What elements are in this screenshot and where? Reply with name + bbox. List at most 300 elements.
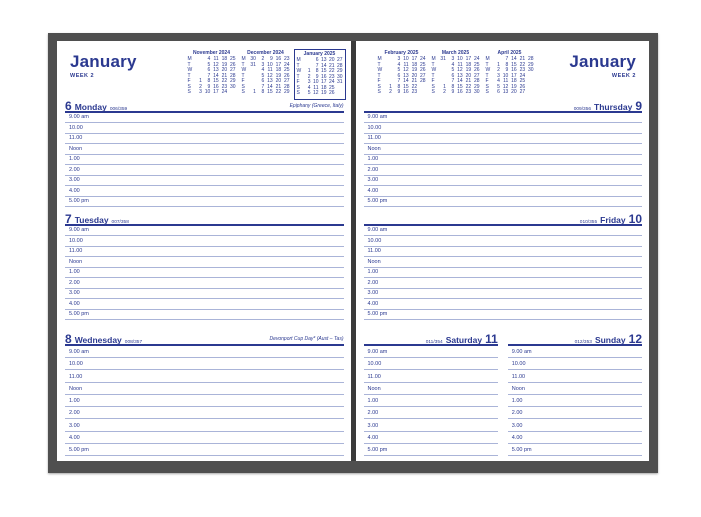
holiday-note: Devonport Cup Day* (Aust – Tas) [269,335,344,342]
day-letter: S [431,89,435,95]
mini-calendar-title: December 2024 [247,50,284,56]
time-slot-label: 10.00 [367,124,382,131]
time-slot-row [364,123,643,133]
day-letter: F [241,78,245,84]
calendar-date-cell: 20 [275,78,282,84]
mini-calendar-march [430,49,482,98]
day-number: 10 [628,212,642,226]
time-slot-row [65,395,344,407]
time-slot-row [364,444,498,456]
calendar-date-cell: 4 [451,61,455,68]
calendar-date-cell: 12 [502,83,509,90]
time-slot-row [364,165,643,175]
time-slot-label: 2.00 [367,410,379,417]
calendar-date-cell: 23 [519,67,526,73]
time-slot-row [364,236,643,246]
calendar-date-cell: 5 [497,83,500,90]
calendar-date-cell: 21 [465,78,472,84]
calendar-date-cell: 9 [397,89,401,95]
day-section-sunday [508,333,642,456]
day-number: 8 [65,332,72,346]
calendar-date-cell: 27 [519,89,526,95]
time-slot-label: 4.00 [367,300,379,307]
calendar-date-cell: 2 [199,83,202,90]
day-letter: S [485,89,489,95]
time-slot-label: 2.00 [367,279,379,286]
time-slot-label: 9.00 am [367,349,388,356]
time-slot-row [65,186,344,196]
day-letter: T [296,62,300,69]
calendar-date-cell: 8 [397,83,401,90]
calendar-date-cell: 29 [473,83,480,90]
calendar-date-cell: 12 [403,67,409,73]
calendar-date-cell: 10 [204,89,211,95]
time-slot-label: Noon [367,385,381,392]
time-slot-label: 1.00 [69,269,80,276]
day-letter: T [485,61,489,68]
time-slot-label: 1.00 [69,398,80,405]
calendar-date-cell: 24 [328,79,335,85]
time-slot-row [508,419,642,431]
time-grid-thursday [364,113,643,207]
calendar-week-row [486,90,534,96]
time-slot-row [364,299,643,309]
calendar-date-cell: 2 [497,67,500,73]
calendar-date-cell: 18 [465,61,472,68]
calendar-date-cell: 30 [250,56,256,62]
calendar-date-cell: 9 [451,89,455,95]
time-slot-row [65,197,344,207]
calendar-date-cell: 11 [313,84,319,91]
calendar-date-cell [525,90,533,96]
time-slot-label: Noon [69,258,83,265]
calendar-date-cell: 20 [465,72,472,79]
time-slot-row [65,278,344,288]
calendar-week-row [378,90,426,96]
calendar-date-cell: 13 [267,78,273,84]
time-slot-label: Noon [511,385,525,392]
time-slot-label: 1.00 [367,269,379,276]
time-slot-label: 2.00 [69,410,80,417]
time-slot-row [364,176,643,186]
day-letter: S [241,89,245,95]
time-slot-row [364,407,498,419]
time-slot-row [65,310,344,320]
calendar-date-cell: 16 [403,89,409,95]
calendar-date-cell: 17 [465,56,472,62]
calendar-date-cell: 21 [275,83,282,90]
calendar-date-cell: 26 [328,90,335,96]
calendar-date-cell: 28 [229,72,236,79]
time-slot-row [65,346,344,358]
calendar-date-cell: 24 [221,89,228,95]
calendar-date-cell: 24 [419,56,426,62]
calendar-date-cell: 14 [511,56,517,62]
day-letter: S [377,89,381,95]
time-slot-row [65,358,344,370]
calendar-date-cell: 23 [283,56,290,62]
calendar-date-cell: 26 [283,72,290,79]
calendar-date-cell: 28 [336,62,343,69]
weekend-row [364,333,643,456]
calendar-date-cell [417,90,425,96]
time-slot-label: 5.00 pm [511,446,532,453]
day-section-monday [65,100,344,207]
time-slot-label: Noon [367,145,381,152]
calendar-date-cell: 22 [411,83,418,90]
calendar-date-cell: 9 [269,56,273,62]
time-slot-row [364,395,498,407]
time-slot-label: 4.00 [367,434,379,441]
day-name: Wednesday [74,335,122,345]
time-slot-row [364,310,643,320]
time-slot-label: 11.00 [367,248,381,255]
mini-calendar-title: January 2025 [303,51,336,57]
time-slot-label: 9.00 am [69,114,89,121]
time-slot-row [65,247,344,257]
calendar-date-cell: 20 [411,72,418,79]
calendar-date-cell: 22 [328,68,335,74]
time-slot-row [65,383,344,395]
calendar-date-cell: 29 [283,89,290,95]
calendar-date-cell: 11 [267,67,273,73]
time-slot-label: 4.00 [69,300,80,307]
calendar-date-cell: 25 [473,61,480,68]
calendar-date-cell: 18 [511,78,517,84]
day-header-sunday [508,333,642,346]
calendar-date-cell: 16 [320,73,327,80]
time-slot-row [65,176,344,186]
day-letter: T [431,72,435,79]
calendar-date-cell: 8 [505,61,509,68]
time-slot-row [65,444,344,456]
time-slot-row [65,226,344,236]
day-of-year-counter: 008/357 [124,340,143,345]
day-section-wednesday [65,333,344,456]
calendar-date-cell: 11 [213,56,219,62]
time-grid-saturday [364,346,498,456]
calendar-date-cell: 19 [275,72,282,79]
calendar-date-cell: 3 [397,56,401,62]
time-slot-row [65,268,344,278]
calendar-date-cell: 1 [443,83,446,90]
time-slot-label: 11.00 [69,248,83,255]
day-header-monday [65,100,344,113]
calendar-date-cell: 27 [229,67,236,73]
calendar-date-cell: 16 [511,67,517,73]
calendar-date-cell: 17 [275,61,282,68]
calendar-date-cell: 15 [213,78,219,84]
time-slot-row [508,346,642,358]
calendar-date-cell: 24 [473,56,480,62]
calendar-date-cell: 18 [411,61,418,68]
time-slot-label: 11.00 [69,373,83,380]
day-letter: W [187,67,193,73]
time-slot-row [65,370,344,382]
calendar-date-cell: 16 [275,56,282,62]
time-slot-label: 1.00 [367,156,379,163]
day-letter: T [241,72,245,79]
calendar-date-cell: 1 [199,78,202,84]
calendar-date-cell: 8 [451,83,455,90]
time-grid-monday [65,113,344,207]
diary-cover-frame [48,33,658,473]
calendar-date-cell: 29 [527,61,534,68]
calendar-date-cell: 10 [502,72,509,79]
calendar-date-cell: 17 [213,89,219,95]
calendar-date-cell: 14 [320,62,327,69]
day-number: 9 [635,99,642,113]
mini-calendar-january [294,49,346,100]
calendar-date-cell: 25 [328,84,335,91]
left-page-header [70,53,137,79]
day-letter: W [241,67,247,73]
calendar-date-cell: 25 [283,67,290,73]
calendar-date-cell: 30 [229,83,236,90]
calendar-date-cell: 11 [503,78,509,84]
day-letter: M [187,56,192,62]
calendar-date-cell: 5 [451,67,455,73]
calendar-date-cell: 23 [328,73,335,80]
calendar-date-cell: 28 [283,83,290,90]
day-name: Saturday [445,335,483,345]
time-slot-label: 11.00 [69,135,83,142]
time-slot-label: 2.00 [69,279,80,286]
calendar-date-cell: 14 [213,72,219,79]
calendar-date-cell: 25 [229,56,236,62]
calendar-date-cell: 1 [307,68,311,74]
day-header-saturday [364,333,498,346]
calendar-date-cell: 28 [473,78,480,84]
calendar-date-cell: 3 [451,56,455,62]
calendar-date-cell: 18 [275,67,282,73]
time-slot-label: 5.00 pm [69,197,89,204]
calendar-date-cell: 31 [336,79,343,85]
day-section-saturday [364,333,498,456]
time-slot-label: Noon [69,145,83,152]
time-slot-label: 1.00 [367,398,379,405]
day-letter: S [485,83,489,90]
calendar-date-cell: 24 [283,61,290,68]
time-slot-row [65,165,344,175]
calendar-week-row [242,90,290,96]
time-slot-row [65,299,344,309]
day-name: Tuesday [74,215,109,225]
time-slot-label: 4.00 [69,187,80,194]
time-slot-label: 3.00 [367,422,379,429]
calendar-date-cell: 13 [502,89,509,95]
day-letter: F [485,78,489,84]
calendar-date-cell: 16 [213,83,219,90]
calendar-week-row [432,90,480,96]
day-header-tuesday [65,213,344,226]
day-letter: S [431,83,435,90]
time-slot-label: 5.00 pm [367,310,388,317]
calendar-date-cell: 6 [315,57,319,63]
day-letter: F [296,79,300,85]
calendar-date-cell: 7 [451,78,455,84]
calendar-date-cell: 3 [261,61,265,68]
day-header-wednesday [65,333,344,346]
time-slot-row [364,432,498,444]
time-slot-label: 10.00 [511,361,526,368]
calendar-week-row [188,90,236,96]
calendar-date-cell: 1 [497,61,500,68]
day-of-year-counter: 009/356 [573,107,592,112]
calendar-date-cell: 27 [473,72,480,79]
time-slot-label: 3.00 [69,177,80,184]
day-number: 12 [628,332,642,346]
day-name: Monday [74,102,107,112]
time-slot-row [364,419,498,431]
day-letter: T [241,61,245,68]
time-slot-label: 2.00 [511,410,523,417]
calendar-date-cell: 27 [419,72,426,79]
calendar-date-cell: 26 [419,67,426,73]
calendar-date-cell: 19 [320,90,327,96]
calendar-date-cell: 5 [207,61,211,68]
day-letter: T [431,61,435,68]
calendar-date-cell: 17 [411,56,418,62]
mini-calendar-strip [376,49,536,98]
time-slot-label: 5.00 pm [367,197,388,204]
calendar-date-cell: 30 [473,89,480,95]
calendar-date-cell: 23 [465,89,472,95]
calendar-date-cell: 3 [307,79,311,85]
month-title: January [70,52,137,71]
time-slot-label: 11.00 [367,135,381,142]
calendar-date-cell: 19 [221,61,228,68]
time-slot-label: 5.00 pm [69,446,89,453]
calendar-date-cell: 21 [411,78,418,84]
day-section-friday [364,213,643,320]
mini-calendar-november [186,49,238,98]
mini-calendar-december [240,49,292,98]
calendar-date-cell: 6 [497,89,500,95]
calendar-date-cell: 9 [505,67,509,73]
calendar-date-cell: 5 [307,90,311,96]
time-slot-label: 3.00 [367,290,379,297]
calendar-date-cell: 14 [403,78,409,84]
calendar-date-cell: 12 [457,67,463,73]
calendar-date-cell: 20 [511,89,517,95]
time-slot-row [364,370,498,382]
calendar-date-cell: 6 [397,72,401,79]
time-grid-friday [364,226,643,320]
day-of-year-counter: 007/358 [111,220,129,225]
time-slot-row [364,278,643,288]
day-letter: F [431,78,435,84]
day-letter: W [431,67,437,73]
holiday-note: Epiphany (Greece, Italy) [289,102,344,109]
time-slot-label: 9.00 am [69,227,89,234]
calendar-date-cell: 9 [315,73,319,80]
time-grid-tuesday [65,226,344,320]
calendar-date-cell: 25 [519,78,526,84]
time-slot-row [508,444,642,456]
time-slot-label: 10.00 [367,361,382,368]
calendar-date-cell: 15 [267,89,273,95]
calendar-date-cell: 17 [511,72,517,79]
time-slot-row [364,257,643,267]
time-slot-row [508,370,642,382]
calendar-date-cell: 18 [320,84,327,91]
day-section-thursday [364,100,643,207]
calendar-date-cell: 15 [403,83,409,90]
mini-calendar-strip [186,49,346,100]
calendar-date-cell: 21 [221,72,228,79]
calendar-date-cell: 7 [397,78,401,84]
calendar-date-cell: 28 [527,56,534,62]
day-letter: M [485,56,490,62]
calendar-date-cell: 13 [320,57,327,63]
calendar-date-cell: 23 [221,83,228,90]
calendar-date-cell: 10 [267,61,273,68]
day-name: Thursday [594,102,633,112]
time-slot-row [65,432,344,444]
calendar-date-cell: 6 [451,72,455,79]
time-slot-row [65,419,344,431]
time-slot-label: 3.00 [69,290,80,297]
time-slot-row [364,134,643,144]
time-slot-row [364,113,643,123]
calendar-date-cell: 27 [283,78,290,84]
time-slot-row [364,358,498,370]
day-number: 6 [65,99,72,113]
day-letter: W [296,68,302,74]
time-slot-row [364,268,643,278]
time-slot-label: 3.00 [511,422,523,429]
time-slot-row [65,155,344,165]
time-slot-row [364,247,643,257]
calendar-date-cell: 22 [221,78,228,84]
calendar-date-cell [335,91,343,97]
day-letter: W [377,67,383,73]
week-label: WEEK 2 [70,73,95,79]
day-letter: M [241,56,246,62]
calendar-date-cell: 19 [511,83,517,90]
calendar-date-cell: 21 [519,56,526,62]
time-slot-label: Noon [367,258,381,265]
day-letter: F [187,78,191,84]
day-letter: W [485,67,491,73]
right-page [356,41,650,461]
calendar-date-cell: 29 [229,78,236,84]
day-header-friday [364,213,643,226]
day-letter: S [241,83,245,90]
time-slot-row [364,197,643,207]
calendar-date-cell: 29 [336,68,343,74]
mini-calendar-title: March 2025 [441,50,470,56]
calendar-date-cell: 14 [267,83,273,90]
month-title: January [569,52,636,71]
calendar-date-cell: 5 [261,72,265,79]
time-grid-sunday [508,346,642,456]
day-of-year-counter: 012/353 [574,340,592,345]
day-letter: T [377,72,381,79]
calendar-date-cell: 10 [312,79,319,85]
right-page-header [569,53,636,79]
time-slot-row [65,257,344,267]
time-slot-label: 1.00 [69,156,80,163]
time-slot-row [364,155,643,165]
day-header-thursday [364,100,643,113]
calendar-date-cell: 12 [312,90,319,96]
day-letter: F [377,78,381,84]
calendar-date-cell: 26 [519,83,526,90]
calendar-date-cell: 3 [199,89,202,95]
time-slot-row [364,226,643,236]
